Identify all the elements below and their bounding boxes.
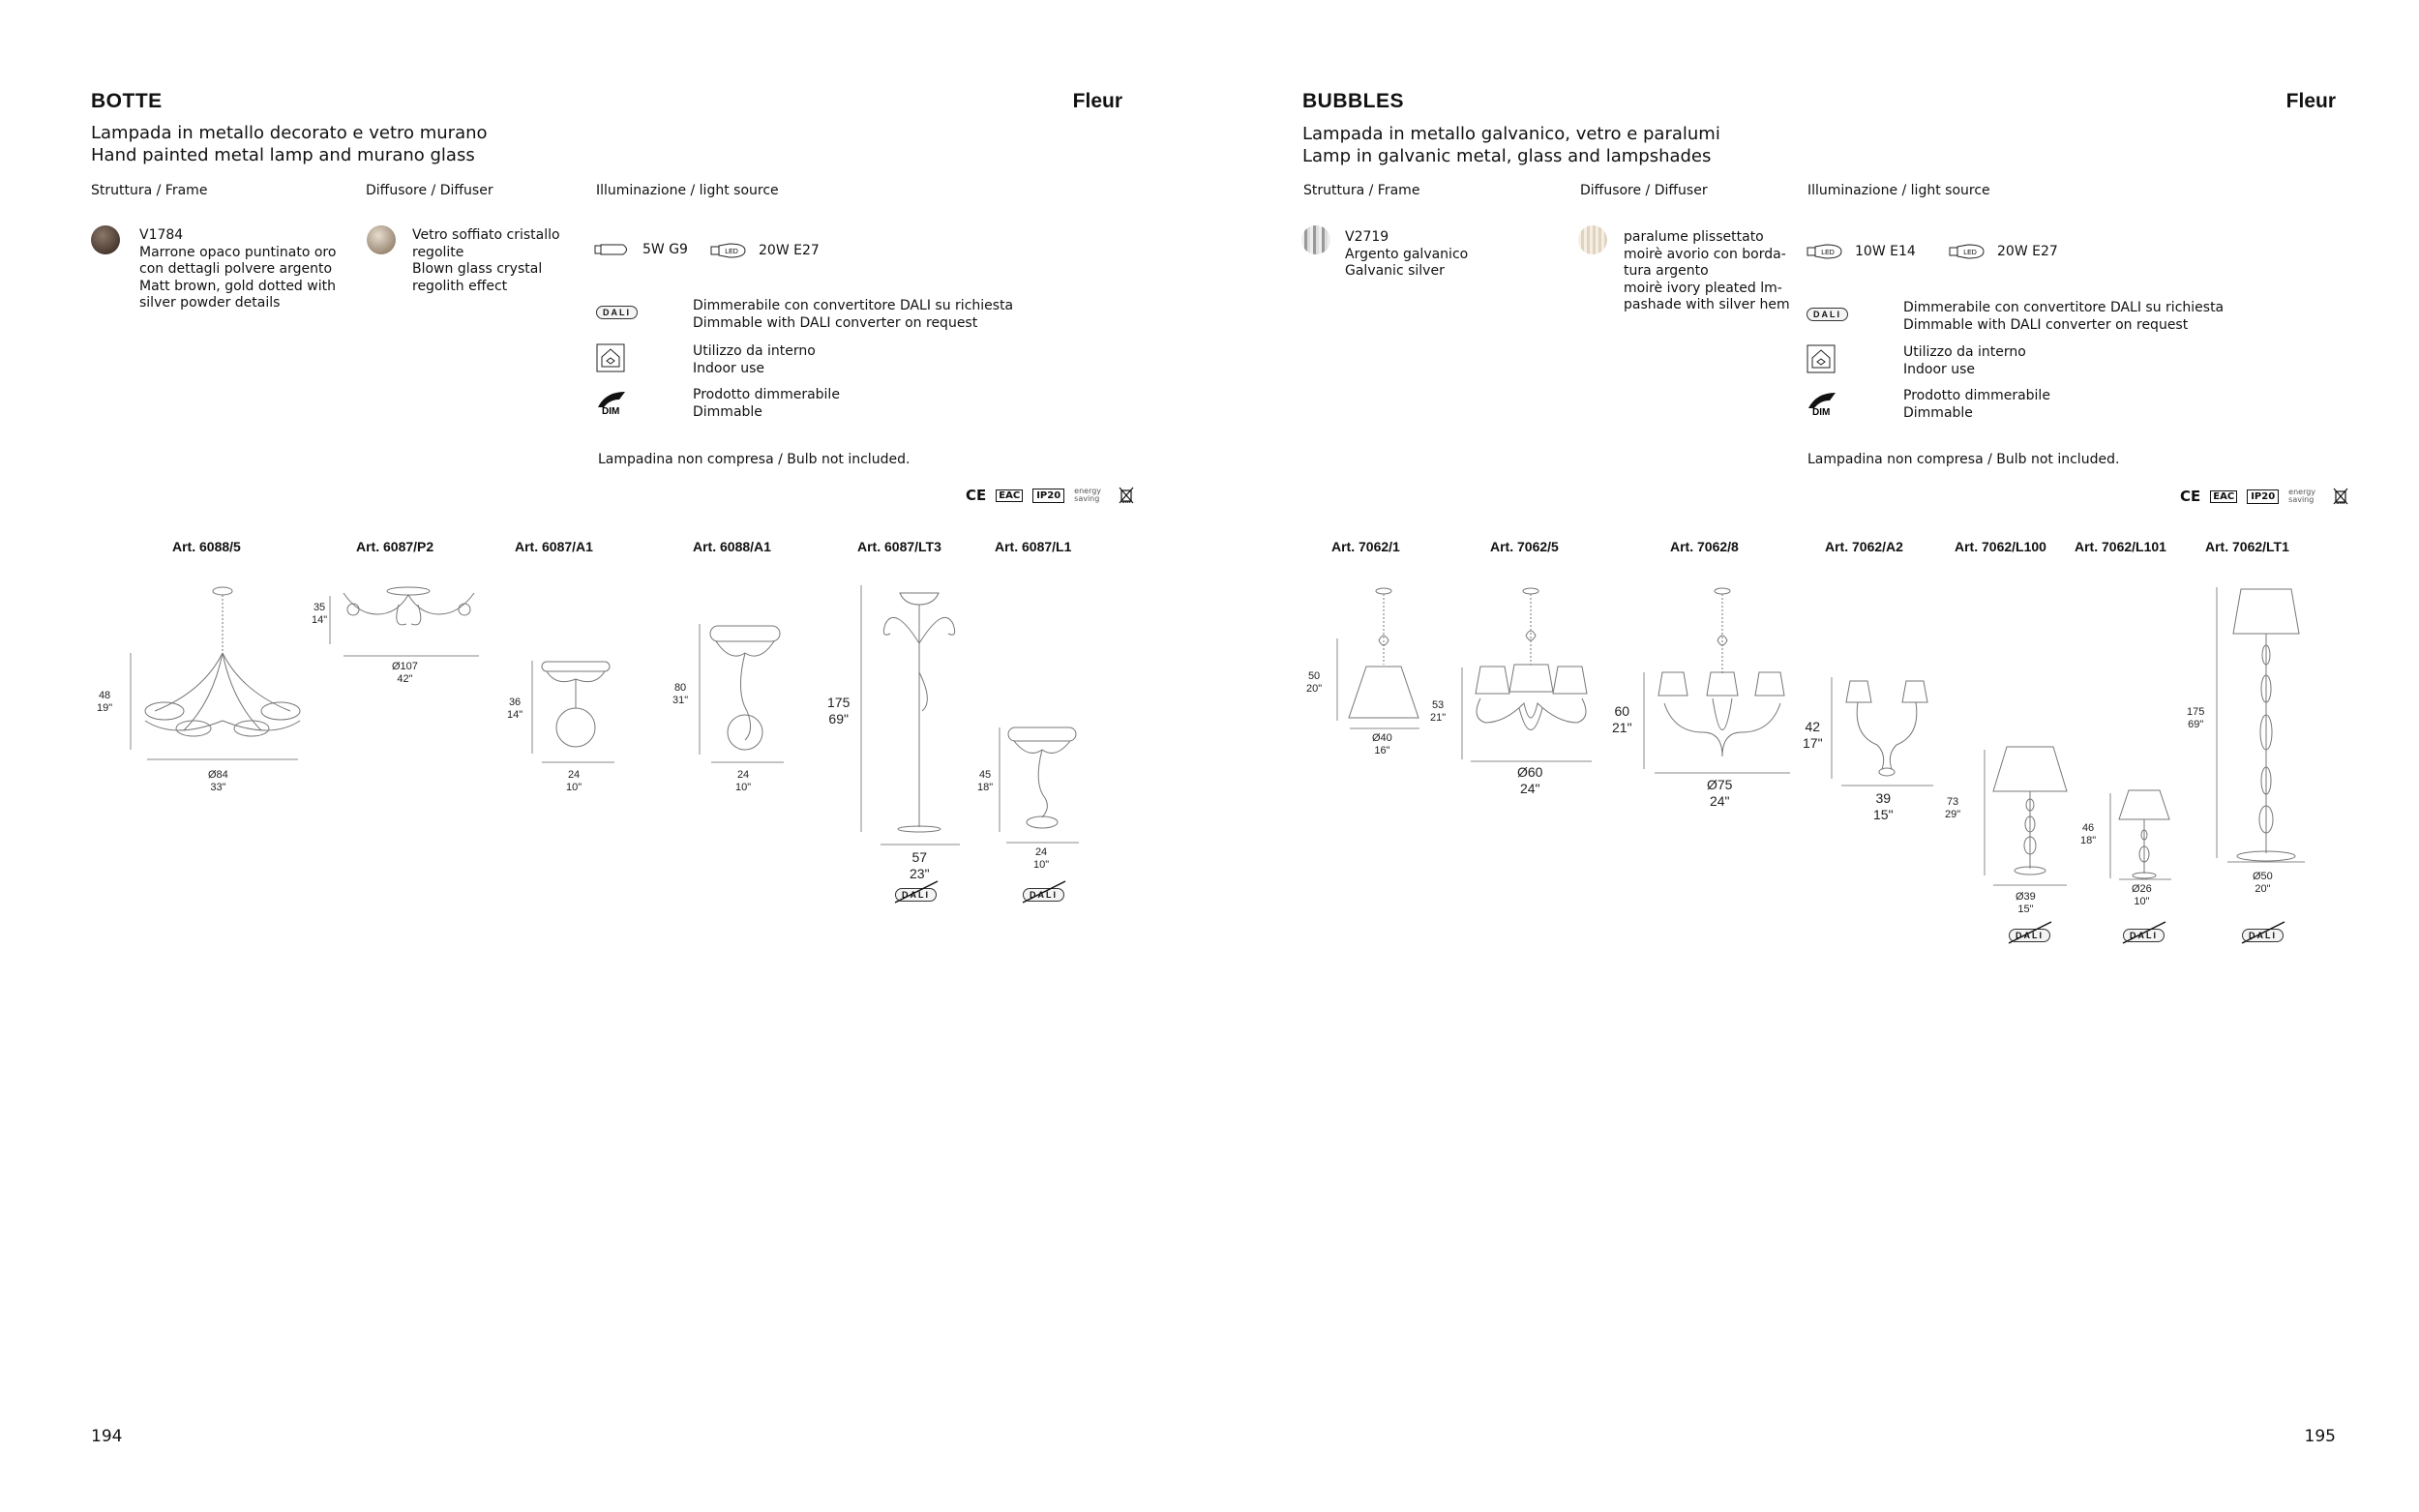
- collection-name: Fleur: [1072, 90, 1122, 112]
- dali-icon: DALI: [1807, 308, 1848, 321]
- bulb-option-e27: LED 20W E27: [710, 242, 820, 259]
- dimension-width: 24 10": [735, 769, 752, 793]
- article-label: Art. 6088/5: [172, 539, 241, 554]
- svg-text:LED: LED: [1963, 250, 1977, 256]
- article-label: Art. 7062/5: [1490, 539, 1559, 554]
- feature-dimmable: DIM Prodotto dimmerabile Dimmable: [596, 387, 840, 421]
- bulb-option-e27: LED 20W E27: [1949, 243, 2058, 260]
- dimension-width: Ø39 15": [2016, 891, 2036, 915]
- article-label: Art. 6087/A1: [515, 539, 593, 554]
- page-number: 195: [2304, 1427, 2336, 1446]
- light-source-header: Illuminazione / light source: [1807, 183, 1990, 198]
- led-bulb-icon: [1949, 243, 1987, 260]
- right-page: [1210, 0, 2419, 1512]
- ce-mark-icon: CE: [2180, 488, 2201, 505]
- diffuser-description: paralume plissettato moirè avorio con borda- tura argento moirè ivory pleated lm- pashade with silver hem: [1624, 229, 1790, 312]
- dimension-height: 53 21": [1430, 699, 1447, 724]
- certification-marks: [2180, 488, 2348, 505]
- diffuser-header: Diffusore / Diffuser: [366, 183, 493, 198]
- dimension-width: Ø40 16": [1372, 732, 1392, 756]
- dimension-width: 24 10": [1033, 846, 1050, 871]
- subtitle-it: Lampada in metallo galvanico, vetro e paralumi: [1302, 124, 1720, 144]
- eac-mark-icon: EAC: [2210, 490, 2237, 503]
- frame-header: Struttura / Frame: [1303, 183, 1420, 198]
- dali-compatible-icon: DALI: [2242, 924, 2284, 942]
- svg-text:DIM: DIM: [1812, 407, 1831, 416]
- feature-indoor: Utilizzo da interno Indoor use: [1807, 344, 2026, 378]
- table-lamp-6087-l1-drawing: [1004, 726, 1080, 832]
- dimension-height: 175 69": [827, 695, 851, 726]
- dimension-width: Ø50 20": [2253, 871, 2273, 895]
- product-title: BUBBLES: [1302, 90, 1405, 112]
- frame-finish-swatch: [91, 225, 120, 254]
- weee-bin-icon: [1119, 487, 1134, 504]
- diffuser-finish-swatch: [367, 225, 396, 254]
- weee-bin-icon: [2333, 488, 2348, 505]
- dimension-height: 48 19": [97, 690, 113, 714]
- indoor-use-icon: [596, 343, 625, 372]
- energy-saving-icon: energy saving: [2288, 488, 2316, 504]
- dimension-height: 80 31": [672, 682, 689, 706]
- light-source-header: Illuminazione / light source: [596, 183, 779, 198]
- feature-dali: DALI Dimmerabile con convertitore DALI su richiesta Dimmable with DALI converter on request: [1807, 300, 2224, 334]
- table-lamp-7062-l101-drawing: [2117, 788, 2171, 880]
- svg-text:LED: LED: [725, 249, 738, 255]
- product-title: BOTTE: [91, 90, 163, 112]
- dimension-height: 60 21": [1612, 703, 1632, 735]
- diffuser-finish-swatch: [1578, 225, 1607, 254]
- dimension-height: 73 29": [1945, 796, 1961, 820]
- diffuser-description: Vetro soffiato cristallo regolite Blown glass crystal regolith effect: [412, 227, 560, 294]
- wall-6087-a1-drawing: [537, 658, 614, 755]
- svg-text:DIM: DIM: [602, 406, 620, 415]
- feature-dimmable: DIM Prodotto dimmerabile Dimmable: [1807, 388, 2050, 422]
- article-label: Art. 7062/L101: [2075, 539, 2166, 554]
- bulb-option-e14: LED 10W E14: [1807, 243, 1916, 260]
- dimension-width: Ø84 33": [208, 769, 228, 793]
- ceiling-6087-p2-drawing: [339, 585, 479, 643]
- svg-text:WEEE: WEEE: [2336, 501, 2345, 505]
- chandelier-7062-5-drawing: [1471, 587, 1592, 761]
- subtitle-en: Lamp in galvanic metal, glass and lampshades: [1302, 146, 1712, 166]
- certification-marks: [966, 487, 1134, 504]
- eac-mark-icon: EAC: [996, 489, 1023, 502]
- bulb-not-included-note: Lampadina non compresa / Bulb not included.: [598, 452, 911, 467]
- collection-name: Fleur: [2285, 90, 2336, 112]
- wall-7062-a2-drawing: [1838, 677, 1935, 779]
- dimension-height: 42 17": [1803, 719, 1823, 751]
- page-number: 194: [91, 1427, 123, 1446]
- floor-lamp-6087-lt3-drawing: [876, 585, 963, 837]
- dali-compatible-icon: DALI: [2123, 924, 2165, 942]
- article-label: Art. 7062/A2: [1825, 539, 1903, 554]
- pendant-7062-1-drawing: [1345, 587, 1422, 723]
- frame-header: Struttura / Frame: [91, 183, 208, 198]
- ce-mark-icon: CE: [966, 487, 987, 504]
- dimension-width: Ø107 42": [392, 661, 418, 685]
- article-label: Art. 7062/1: [1331, 539, 1400, 554]
- dimension-width: Ø60 24": [1517, 764, 1543, 796]
- led-bulb-icon: [1807, 243, 1845, 260]
- dali-compatible-icon: DALI: [1023, 883, 1064, 902]
- article-label: Art. 7062/L100: [1955, 539, 2046, 554]
- dimension-height: 36 14": [507, 697, 523, 721]
- frame-description: V1784 Marrone opaco puntinato oro con dettagli polvere argento Matt brown, gold dotted with silver powder details: [139, 227, 337, 311]
- dimension-height: 35 14": [312, 602, 328, 626]
- article-label: Art. 7062/8: [1670, 539, 1739, 554]
- diffuser-header: Diffusore / Diffuser: [1580, 183, 1708, 198]
- feature-indoor: Utilizzo da interno Indoor use: [596, 343, 816, 377]
- dali-icon: DALI: [596, 306, 638, 319]
- svg-text:LED: LED: [1821, 250, 1835, 256]
- ip20-icon: IP20: [1032, 489, 1064, 503]
- dali-compatible-icon: DALI: [2009, 924, 2050, 942]
- bulb-option-g9: 5W G9: [594, 242, 688, 257]
- article-label: Art. 6087/P2: [356, 539, 434, 554]
- frame-finish-swatch: [1301, 225, 1330, 254]
- table-lamp-7062-l100-drawing: [1991, 745, 2069, 875]
- dali-compatible-icon: DALI: [895, 883, 937, 902]
- indoor-use-icon: [1807, 344, 1836, 373]
- dimension-width: 57 23": [910, 849, 930, 881]
- dimension-height: 175 69": [2187, 706, 2205, 730]
- dimension-width: 39 15": [1873, 790, 1894, 822]
- chandelier-7062-8-drawing: [1655, 587, 1790, 766]
- dimmable-icon: [1807, 389, 1841, 416]
- wall-6088-a1-drawing: [706, 624, 784, 755]
- subtitle-it: Lampada in metallo decorato e vetro murano: [91, 123, 488, 143]
- dimension-width: 24 10": [566, 769, 582, 793]
- svg-text:WEEE: WEEE: [1121, 500, 1131, 504]
- energy-saving-icon: energy saving: [1074, 487, 1102, 503]
- subtitle-en: Hand painted metal lamp and murano glass: [91, 145, 475, 165]
- article-label: Art. 6088/A1: [693, 539, 771, 554]
- dimension-height: 46 18": [2080, 822, 2097, 846]
- frame-code: V2719: [1345, 229, 1389, 245]
- article-label: Art. 6087/L1: [995, 539, 1072, 554]
- chandelier-6088-5-drawing: [135, 585, 310, 759]
- article-label: Art. 7062/LT1: [2205, 539, 2289, 554]
- dimension-width: Ø75 24": [1707, 777, 1733, 809]
- dimmable-icon: [596, 388, 631, 415]
- article-label: Art. 6087/LT3: [857, 539, 941, 554]
- dimension-height: 45 18": [977, 769, 994, 793]
- dimension-width: Ø26 10": [2132, 883, 2152, 907]
- dimension-height: 50 20": [1306, 670, 1323, 695]
- ip20-icon: IP20: [2247, 489, 2279, 504]
- g9-bulb-icon: [594, 242, 633, 257]
- led-bulb-icon: [710, 242, 749, 259]
- bulb-not-included-note: Lampadina non compresa / Bulb not included.: [1807, 452, 2120, 467]
- frame-description: V2719 Argento galvanico Galvanic silver: [1345, 229, 1469, 279]
- frame-code: V1784: [139, 227, 184, 243]
- floor-lamp-7062-lt1-drawing: [2227, 587, 2305, 863]
- feature-dali: DALI Dimmerabile con convertitore DALI su richiesta Dimmable with DALI converter on request: [596, 298, 1013, 332]
